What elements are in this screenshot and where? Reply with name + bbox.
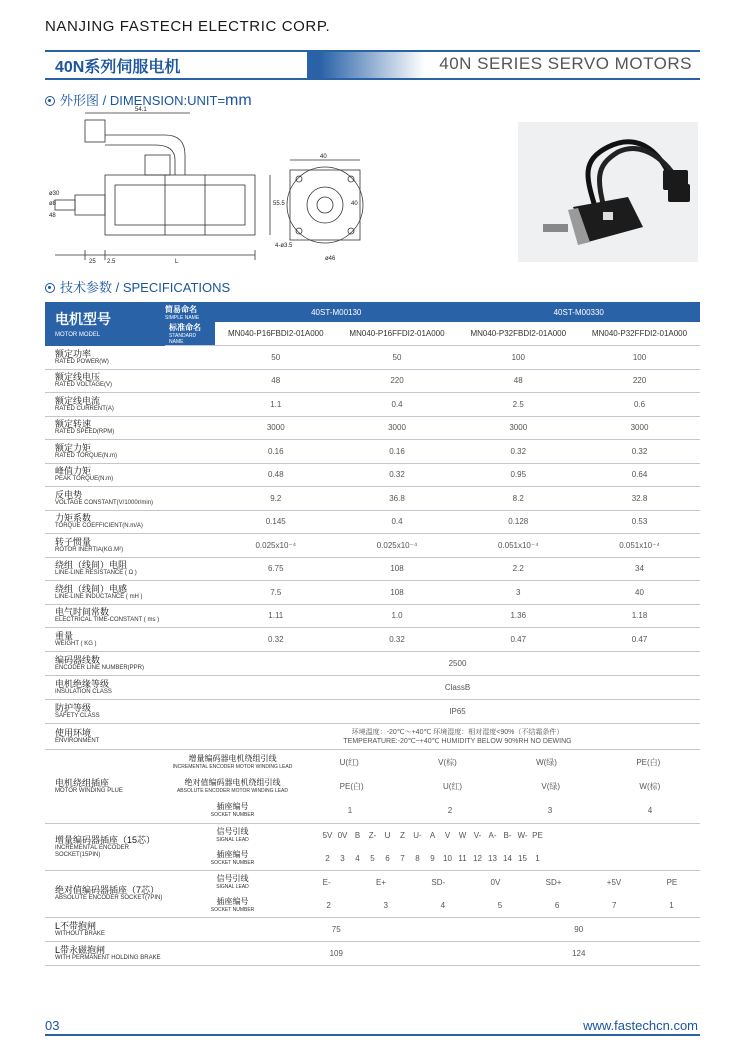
winding-inc-label	[165, 754, 300, 771]
spec-row-label	[45, 604, 215, 628]
spec-row-en: LINE-LINE INDUCTANCE ( mH )	[55, 593, 143, 600]
winding-abs-en: ABSOLUTE ENCODER MOTOR WINDING LEAD	[176, 787, 289, 794]
dim-label-40b: 40	[351, 201, 358, 207]
dimension-drawing	[45, 105, 365, 275]
spec-row-en: WEIGHT ( KG )	[55, 640, 97, 647]
insulation-en: INSULATION CLASS	[55, 688, 112, 695]
pin-value: 1	[669, 900, 674, 910]
spec-row-label	[45, 463, 215, 487]
pin-value: V	[444, 830, 451, 840]
spec-cell: 0.025x10⁻⁴	[337, 534, 458, 558]
pin-value: 6	[554, 900, 560, 910]
incsock-en1: INCREMENTAL ENCODER	[55, 844, 130, 851]
spec-cell: 6.75	[215, 557, 337, 581]
spec-row-en: ROTOR INERTIA(KG.M²)	[55, 546, 124, 553]
spec-table	[45, 302, 700, 966]
header-row-simple	[45, 302, 700, 322]
spec-row-en: RATED CURRENT(A)	[55, 405, 114, 412]
spec-cell: 220	[337, 369, 458, 393]
pin-value: W-	[517, 830, 528, 840]
spec-row-cn: 额定线电压	[55, 372, 101, 383]
abssock-signal-label	[165, 874, 300, 891]
spec-cell: 48	[215, 369, 337, 393]
spec-row-cn: 绕组（线间）电阻	[55, 560, 128, 571]
spec-cell: 0.6	[579, 393, 700, 417]
pin-value: Z-	[368, 830, 377, 840]
spec-row-cn: 转子惯量	[55, 536, 92, 547]
pin-value: 15	[518, 853, 527, 863]
dim-label-8: ø8	[49, 201, 57, 207]
spec-rows	[45, 346, 700, 652]
winding-socket-v4: 4	[647, 805, 653, 815]
pin-value: 13	[488, 853, 497, 863]
spec-row-label	[45, 346, 215, 370]
environment-value-en: TEMPERATURE:-20℃~+40℃ HUMIDITY BELOW 90%RH NO DEWING	[343, 738, 572, 745]
spec-heading	[45, 277, 230, 296]
dim-label-30: ø30	[49, 191, 60, 197]
spec-row-cn: 额定力矩	[55, 442, 92, 453]
spec-row-en: PEAK TORQUE(N.m)	[55, 476, 114, 483]
spec-cell: 0.32	[337, 463, 458, 487]
pin-value: SD-	[431, 877, 446, 887]
encoder-label	[45, 651, 215, 675]
spec-row	[45, 604, 700, 628]
spec-cell: 34	[579, 557, 700, 581]
pin-value: 4	[355, 853, 360, 863]
encoder-en: ENCODER LINE NUMBER(PPR)	[55, 664, 145, 671]
incsock-socket-en: SOCKET NUMBER	[210, 859, 255, 866]
spec-cell: 1.36	[457, 604, 579, 628]
spec-row-en: RATED VOLTAGE(V)	[55, 382, 113, 389]
pin-value: B-	[503, 830, 512, 840]
spec-row	[45, 346, 700, 370]
no-brake-en: WITHOUT BRAKE	[55, 930, 105, 937]
standard-name-en: STANDARD NAME	[169, 333, 197, 345]
pin-value: 0V	[490, 877, 501, 887]
spec-cell: 0.145	[215, 510, 337, 534]
spec-cell: 100	[579, 346, 700, 370]
spec-cell: 1.18	[579, 604, 700, 628]
spec-cell: 0.16	[215, 440, 337, 464]
winding-socket-en: SOCKET NUMBER	[210, 811, 255, 818]
pin-value: 7	[400, 853, 405, 863]
incremental-socket-row	[45, 823, 700, 870]
winding-inc-values	[300, 757, 700, 768]
no-brake-cn: L不带抱闸	[55, 920, 97, 931]
pin-value: 9	[430, 853, 435, 863]
extra-rows	[45, 651, 700, 965]
title-band	[45, 50, 700, 80]
spec-cell: 2.5	[457, 393, 579, 417]
pin-value: 5	[497, 900, 503, 910]
dim-label-25b: 2.5	[107, 259, 116, 265]
abssock-signal-en: SIGNAL LEAD	[216, 883, 249, 890]
insulation-label	[45, 675, 215, 699]
winding-socket-v2: 2	[447, 805, 453, 815]
dim-label-holes: 4-ø3.5	[275, 243, 293, 249]
spec-cell: 0.47	[579, 628, 700, 652]
winding-cn: 电机绕组插座	[55, 777, 110, 788]
spec-cell: 40	[579, 581, 700, 605]
pin-value: 5V	[322, 830, 333, 840]
abssock-en: ABSOLUTE ENCODER SOCKET(7PIN)	[55, 895, 163, 901]
spec-cell: 0.051x10⁻⁴	[579, 534, 700, 558]
spec-cell: 0.32	[579, 440, 700, 464]
spec-cell: 9.2	[215, 487, 337, 511]
pin-value: 12	[473, 853, 482, 863]
pin-value: 4	[440, 900, 446, 910]
simple-name-1: 40ST-M00130	[215, 302, 457, 322]
dim-label-541: 54.1	[135, 107, 147, 113]
model-label-cell	[45, 302, 165, 346]
abssock-cn: 绝对值编码器插座（7芯）	[55, 885, 160, 895]
incsock-signal-cn: 信号引线	[216, 826, 249, 836]
winding-abs-cn: 绝对值编码器电机绕组引线	[184, 777, 281, 787]
spec-cell: 0.47	[457, 628, 579, 652]
spec-cell: 36.8	[337, 487, 458, 511]
brake-value-2: 124	[457, 941, 700, 965]
winding-socket-line	[165, 798, 700, 822]
spec-row	[45, 534, 700, 558]
spec-row-label	[45, 393, 215, 417]
incsock-signal-en: SIGNAL LEAD	[216, 836, 249, 843]
spec-cell: 1.11	[215, 604, 337, 628]
winding-en: MOTOR WINDING PLUE	[55, 787, 123, 794]
incsock-detail	[165, 823, 700, 870]
pin-value: 6	[385, 853, 390, 863]
incsock-socket-cn: 插座编号	[216, 849, 249, 859]
pin-value: W	[458, 830, 467, 840]
spec-row-en: RATED TORQUE(N.m)	[55, 452, 118, 459]
circle-bullet-icon	[45, 283, 55, 293]
spec-cell: 0.53	[579, 510, 700, 534]
winding-socket-v1: 1	[347, 805, 353, 815]
spec-cell: 48	[457, 369, 579, 393]
pin-value: 1	[535, 853, 540, 863]
winding-abs-v4: W(棕)	[639, 781, 661, 791]
dimension-unit: mm	[225, 92, 252, 109]
spec-row-label	[45, 416, 215, 440]
spec-row	[45, 557, 700, 581]
spec-row	[45, 463, 700, 487]
pin-value: A-	[488, 830, 497, 840]
pin-value: 3	[340, 853, 345, 863]
model-2: MN040-P16FFDI2-01A000	[337, 322, 458, 346]
pin-value: 11	[458, 853, 467, 863]
incsock-socket-line	[165, 847, 700, 870]
winding-abs-v3: V(绿)	[541, 781, 561, 791]
abssock-socket-cn: 插座编号	[216, 896, 249, 906]
pin-value: 2	[326, 900, 331, 910]
abssock-socket-values	[300, 901, 700, 910]
spec-row	[45, 416, 700, 440]
winding-inc-en: INCREMENTAL ENCODER MOTOR WINDING LEAD	[172, 763, 293, 770]
brake-en: WITH PERMANENT HOLDING BRAKE	[55, 954, 161, 961]
spec-heading-text: 技术参数 / SPECIFICATIONS	[60, 280, 231, 295]
spec-cell: 50	[215, 346, 337, 370]
incsock-socket-values	[300, 854, 545, 863]
safety-value: IP65	[215, 699, 700, 723]
winding-detail	[165, 749, 700, 823]
winding-abs-label	[165, 778, 300, 795]
brake-row	[45, 941, 700, 965]
pin-value: E+	[376, 877, 387, 887]
no-brake-value-2: 90	[457, 917, 700, 941]
spec-cell: 1.1	[215, 393, 337, 417]
insulation-value: ClassB	[215, 675, 700, 699]
title-en: 40N SERIES SERVO MOTORS	[439, 54, 692, 73]
spec-cell: 3000	[457, 416, 579, 440]
spec-row	[45, 581, 700, 605]
winding-inc-v2: V(棕)	[438, 757, 457, 767]
no-brake-label	[45, 917, 215, 941]
spec-row	[45, 369, 700, 393]
spec-row-en: VOLTAGE CONSTANT(V/1000r/min)	[55, 499, 154, 506]
abssock-socket-line	[165, 894, 700, 917]
pin-value: 2	[325, 853, 330, 863]
company-name: NANJING FASTECH ELECTRIC CORP.	[45, 18, 331, 35]
spec-row-cn: 峰值力矩	[55, 466, 92, 477]
dim-label-46: ø46	[325, 256, 336, 262]
simple-name-2: 40ST-M00330	[457, 302, 700, 322]
title-cn: 40N系列伺服电机	[45, 52, 307, 78]
incsock-label	[45, 823, 165, 870]
pin-value: 7	[612, 900, 617, 910]
no-brake-row	[45, 917, 700, 941]
spec-cell: 0.32	[215, 628, 337, 652]
spec-row	[45, 510, 700, 534]
pin-value: U	[384, 830, 391, 840]
spec-cell: 0.48	[215, 463, 337, 487]
pin-value: V-	[473, 830, 482, 840]
spec-row-en: RATED SPEED(RPM)	[55, 429, 115, 436]
spec-row-label	[45, 534, 215, 558]
pin-value: 5	[370, 853, 375, 863]
winding-socket-cn: 插座编号	[216, 801, 249, 811]
encoder-row	[45, 651, 700, 675]
encoder-value: 2500	[215, 651, 700, 675]
abssock-detail	[165, 870, 700, 917]
safety-row	[45, 699, 700, 723]
motor-photo	[518, 122, 698, 262]
spec-cell: 0.025x10⁻⁴	[215, 534, 337, 558]
pin-value: E-	[322, 877, 331, 887]
winding-inc-v4: PE(白)	[636, 757, 661, 767]
pin-value: PE	[666, 877, 678, 887]
spec-cell: 0.128	[457, 510, 579, 534]
pin-value: 8	[415, 853, 420, 863]
simple-name-en: SIMPLE NAME	[165, 314, 200, 321]
incsock-signal-values	[300, 831, 545, 840]
spec-row-label	[45, 510, 215, 534]
safety-cn: 防护等级	[55, 702, 92, 713]
spec-cell: 2.2	[457, 557, 579, 581]
safety-en: SAFETY CLASS	[55, 712, 100, 719]
pin-value: 0V	[337, 830, 348, 840]
simple-name-cn: 简易命名	[165, 304, 197, 314]
spec-cell: 8.2	[457, 487, 579, 511]
simple-name-label	[165, 302, 215, 322]
winding-inc-cn: 增量编码器电机绕组引线	[188, 753, 277, 763]
spec-row-label	[45, 581, 215, 605]
spec-row-cn: 电气时间常数	[55, 607, 110, 618]
spec-row	[45, 440, 700, 464]
winding-abs-line	[165, 774, 700, 798]
model-label-cn: 电机型号	[55, 311, 111, 328]
spec-cell: 0.4	[337, 510, 458, 534]
spec-row-cn: 反电势	[55, 489, 83, 500]
abssock-signal-line	[165, 871, 700, 894]
model-4: MN040-P32FFDI2-01A000	[579, 322, 700, 346]
spec-cell: 0.051x10⁻⁴	[457, 534, 579, 558]
spec-cell: 0.4	[337, 393, 458, 417]
spec-row-en: RATED POWER(W)	[55, 358, 109, 365]
pin-value: SD+	[545, 877, 562, 887]
spec-row-label	[45, 369, 215, 393]
dim-label-40: 40	[320, 154, 327, 160]
spec-row-en: TORQUE COEFFICIENT(N.m/A)	[55, 523, 143, 530]
pin-value: Z	[400, 830, 405, 840]
winding-socket-v3: 3	[547, 805, 553, 815]
spec-row	[45, 487, 700, 511]
website-link[interactable]: www.fastechcn.com	[583, 1018, 698, 1033]
footer-line	[45, 1034, 700, 1036]
spec-row-label	[45, 487, 215, 511]
spec-row-label	[45, 628, 215, 652]
dim-label-555: 55.5	[273, 201, 285, 207]
pin-value: 14	[503, 853, 512, 863]
spec-row-cn: 额定功率	[55, 348, 92, 359]
model-label-en: MOTOR MODEL	[55, 332, 101, 339]
spec-cell: 100	[457, 346, 579, 370]
spec-row-en: ELECTRICAL TIME-CONSTANT ( ms )	[55, 617, 160, 624]
spec-row-cn: 额定转速	[55, 419, 92, 430]
pin-value: +5V	[606, 877, 622, 887]
winding-label	[45, 749, 165, 823]
environment-value	[215, 723, 700, 749]
winding-abs-v2: U(红)	[442, 781, 463, 791]
incsock-signal-line	[165, 824, 700, 847]
winding-abs-values	[300, 781, 700, 792]
winding-inc-v1: U(红)	[339, 757, 359, 767]
spec-cell: 7.5	[215, 581, 337, 605]
dim-label-48: 48	[49, 213, 56, 219]
incsock-socket-label	[165, 850, 300, 867]
brake-label	[45, 941, 215, 965]
spec-cell: 32.8	[579, 487, 700, 511]
abssock-label	[45, 870, 165, 917]
spec-row	[45, 628, 700, 652]
winding-row	[45, 749, 700, 823]
pin-value: U-	[413, 830, 422, 840]
winding-socket-values	[300, 806, 700, 815]
spec-cell: 1.0	[337, 604, 458, 628]
model-3: MN040-P32FBDI2-01A000	[457, 322, 579, 346]
spec-row-cn: 额定线电流	[55, 395, 101, 406]
spec-cell: 108	[337, 581, 458, 605]
insulation-cn: 电机绝缘等级	[55, 678, 110, 689]
spec-row-label	[45, 557, 215, 581]
winding-inc-v3: W(绿)	[536, 757, 557, 767]
winding-socket-label	[165, 802, 300, 819]
abssock-signal-values	[300, 878, 700, 887]
spec-cell: 0.64	[579, 463, 700, 487]
pin-value: A	[429, 830, 436, 840]
brake-value-1: 109	[215, 941, 457, 965]
incsock-cn: 增量编码器插座（15芯）	[55, 834, 156, 845]
pin-value: 3	[383, 900, 388, 910]
abssock-socket-en: SOCKET NUMBER	[210, 906, 255, 913]
standard-name-cn: 标准命名	[169, 323, 201, 332]
spec-cell: 0.32	[337, 628, 458, 652]
environment-label	[45, 723, 215, 749]
dim-label-l: L	[175, 259, 179, 265]
no-brake-value-1: 75	[215, 917, 457, 941]
environment-value-cn: 环境温度：-20℃～+40℃ 环境湿度：相对湿度<90%（不结霜条件）	[351, 729, 564, 736]
incsock-signal-label	[165, 827, 300, 844]
incsock-en2: SOCKET(15PIN)	[55, 851, 101, 858]
environment-row	[45, 723, 700, 749]
standard-name-label	[165, 322, 215, 346]
absolute-socket-row	[45, 870, 700, 917]
insulation-row	[45, 675, 700, 699]
brake-cn: L带永磁抱闸	[55, 944, 106, 955]
model-1: MN040-P16FBDI2-01A000	[215, 322, 337, 346]
spec-cell: 0.95	[457, 463, 579, 487]
winding-abs-v1: PE(白)	[339, 781, 364, 791]
spec-cell: 50	[337, 346, 458, 370]
spec-row-en: LINE-LINE RESISTANCE ( Ω )	[55, 570, 137, 577]
spec-cell: 3000	[337, 416, 458, 440]
pin-value: PE	[532, 830, 543, 840]
abssock-signal-cn: 信号引线	[216, 873, 249, 883]
dimension-heading-text: 外形图 / DIMENSION:UNIT=	[60, 93, 226, 108]
spec-cell: 0.16	[337, 440, 458, 464]
band-accent	[294, 52, 425, 78]
pin-value: 10	[443, 853, 452, 863]
safety-label	[45, 699, 215, 723]
spec-cell: 3	[457, 581, 579, 605]
pin-value: B	[354, 830, 361, 840]
winding-inc-line	[165, 750, 700, 774]
spec-cell: 3000	[579, 416, 700, 440]
abssock-socket-label	[165, 897, 300, 914]
spec-row-cn: 力矩系数	[55, 513, 92, 524]
environment-cn: 使用环境	[55, 727, 92, 738]
spec-cell: 108	[337, 557, 458, 581]
encoder-cn: 编码器线数	[55, 654, 101, 665]
page-number: 03	[45, 1018, 60, 1033]
spec-cell: 220	[579, 369, 700, 393]
spec-row-label	[45, 440, 215, 464]
spec-cell: 0.32	[457, 440, 579, 464]
spec-cell: 3000	[215, 416, 337, 440]
environment-en: ENVIRONMENT	[55, 737, 100, 744]
spec-row-cn: 重量	[55, 630, 74, 641]
spec-row	[45, 393, 700, 417]
spec-row-cn: 绕组（线间）电感	[55, 583, 128, 594]
dim-label-25: 25	[89, 259, 96, 265]
